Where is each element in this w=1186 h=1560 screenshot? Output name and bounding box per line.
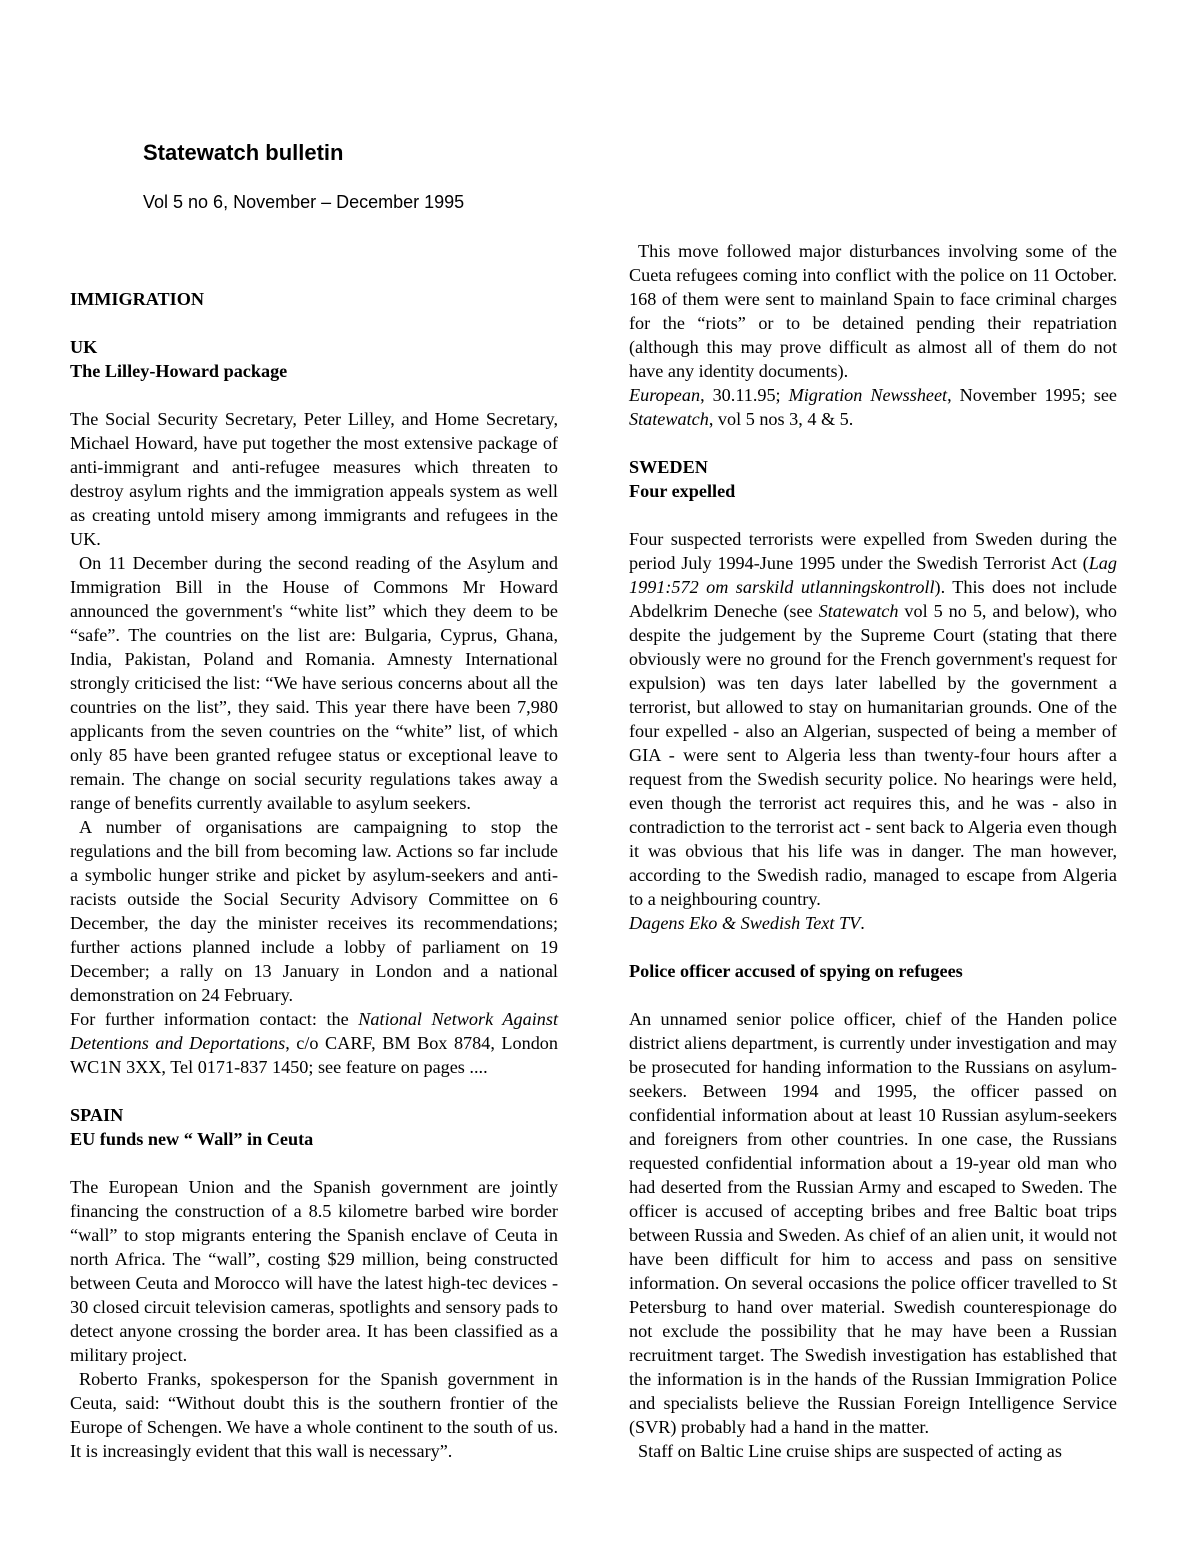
article-paragraph: An unnamed senior police officer, chief of the Handen police district aliens department, is currently under investigation and may be prosecuted for handing information to the Russians on asylum-seekers. Between 1994 and 1995, the officer passed on confidential information about at least 10 Russian asylum-seekers and foreigners from other countries. In one case, the Russians requested confidential information about a 19-year old man who had deserted from the Russian Army and escaped to Sweden. The officer is accused of accepting bribes and free Baltic boat trips between Russia and Sweden. As chief of an alien unit, it would not have been difficult for him to access and pass on sensitive information. On several occasions the police officer travelled to St Petersburg to hand over material. Swedish counterespionage do not exclude the possibility that he may have been a Russian recruitment target. The Swedish investigation has established that the information is in the hands of the Russian Immigration Police and specialists believe the Russian Foreign Intelligence Service (SVR) probably had a hand in the matter.	[629, 1009, 1117, 1437]
source-text: , November 1995; see	[947, 385, 1117, 405]
article-paragraph: The Social Security Secretary, Peter Lilley, and Home Secretary, Michael Howard, have put together the most extensive package of anti-immigrant and anti-refugee measures which threaten to destroy asylum rights and the immigration appeals system as well as creating untold misery among immigrants and refugees in the UK.	[70, 409, 558, 549]
contact-paragraph	[70, 1007, 558, 1079]
text-run: Four suspected terrorists were expelled from Sweden during the period July 1994-June 1995 under the Swedish Terrorist Act (	[629, 529, 1117, 573]
article-headline-uk: The Lilley-Howard package	[70, 361, 288, 381]
article-headline-police: Police officer accused of spying on refugees	[629, 961, 963, 981]
source-citation	[629, 911, 1117, 935]
article-paragraph: The European Union and the Spanish government are jointly financing the construction of a 8.5 kilometre barbed wire border “wall” to stop migrants entering the Spanish enclave of Ceuta in north Africa. The “wall”, costing $29 million, being constructed between Ceuta and Morocco will have the latest high-tec devices - 30 closed circuit television cameras, spotlights and sensory pads to detect anyone crossing the border area. It has been classified as a military project.	[70, 1177, 558, 1365]
country-heading-spain: SPAIN	[70, 1105, 124, 1125]
article-paragraph: Staff on Baltic Line cruise ships are suspected of acting as	[638, 1441, 1062, 1461]
source-citation	[629, 383, 1117, 431]
article-paragraph: Roberto Franks, spokesperson for the Spanish government in Ceuta, said: “Without doubt this is the southern frontier of the Europe of Schengen. We have a whole continent to the south of us. It is increasingly evident that this wall is necessary”.	[70, 1369, 558, 1461]
text-run: ). This does not include Abdelkrim Deneche (see	[629, 577, 1117, 621]
source-migration-newssheet: Migration Newssheet	[788, 385, 948, 405]
source-statewatch: Statewatch	[629, 409, 709, 429]
source-text: , 30.11.95;	[700, 385, 789, 405]
issue-line: Vol 5 no 6, November – December 1995	[143, 192, 465, 212]
left-column	[70, 287, 558, 1463]
country-heading-sweden: SWEDEN	[629, 457, 708, 477]
law-title: Lag 1991:572 om sarskild utlanningskontroll	[629, 553, 1117, 597]
bulletin-title: Statewatch bulletin	[143, 140, 344, 165]
source-european: European	[629, 385, 701, 405]
publication-name: Statewatch	[818, 601, 899, 621]
article-headline-sweden: Four expelled	[629, 481, 736, 501]
right-column	[629, 239, 1117, 1463]
text-run: vol 5 no 5, and below), who despite the judgement by the Supreme Court (stating that there obviously were no ground for the French government's request for expulsion) was ten days later labelled by the government a terrorist, but allowed to stay on humanitarian grounds. One of the four expelled - also an Algerian, suspected of being a member of GIA - were sent to Algeria less than twenty-four hours after a request from the Swedish security police. No hearings were held, even though the terrorist act requires this, and he was - also in contradiction to the terrorist act - sent back to Algeria even though it was obvious that his life was in danger. The man however, according to the Swedish radio, managed to escape from Algeria to a neighbouring country.	[629, 601, 1117, 909]
contact-organisation: National Network Against Detentions and Deportations	[70, 1009, 558, 1053]
country-heading-uk: UK	[70, 337, 98, 357]
source-text: , vol 5 nos 3, 4 & 5.	[708, 409, 854, 429]
contact-text: For further information contact: the	[70, 1009, 359, 1029]
article-paragraph: This move followed major disturbances involving some of the Cueta refugees coming into conflict with the police on 11 October. 168 of them were sent to mainland Spain to face criminal charges for the “riots” or to be detained pending their repatriation (although this may prove difficult as almost all of them do not have any identity documents).	[629, 241, 1117, 381]
source-text: .	[860, 913, 865, 933]
contact-address: , c/o CARF, BM Box 8784, London WC1N 3XX, Tel 0171-837 1450; see feature on pages ....	[70, 1033, 558, 1077]
article-paragraph	[629, 527, 1117, 911]
article-headline-spain: EU funds new “ Wall” in Ceuta	[70, 1129, 314, 1149]
source-dagens-eko: Dagens Eko & Swedish Text TV	[629, 913, 861, 933]
section-heading: IMMIGRATION	[70, 289, 205, 309]
article-paragraph: A number of organisations are campaigning to stop the regulations and the bill from becoming law. Actions so far include a symbolic hunger strike and picket by asylum-seekers and anti-racists outside the Social Security Advisory Committee on 6 December, the day the minister receives its recommendations; further actions planned include a lobby of parliament on 19 December; a rally on 13 January in London and a national demonstration on 24 February.	[70, 817, 558, 1005]
article-paragraph: On 11 December during the second reading of the Asylum and Immigration Bill in the House of Commons Mr Howard announced the government's “white list” which they deem to be “safe”. The countries on the list are: Bulgaria, Cyprus, Ghana, India, Pakistan, Poland and Romania. Amnesty International strongly criticised the list: “We have serious concerns about all the countries on the list”, they said. This year there have been 7,980 applicants from the seven countries on the “white” list, of which only 85 have been granted refugee status or exceptional leave to remain. The change on social security regulations takes away a range of benefits currently available to asylum seekers.	[70, 553, 558, 813]
